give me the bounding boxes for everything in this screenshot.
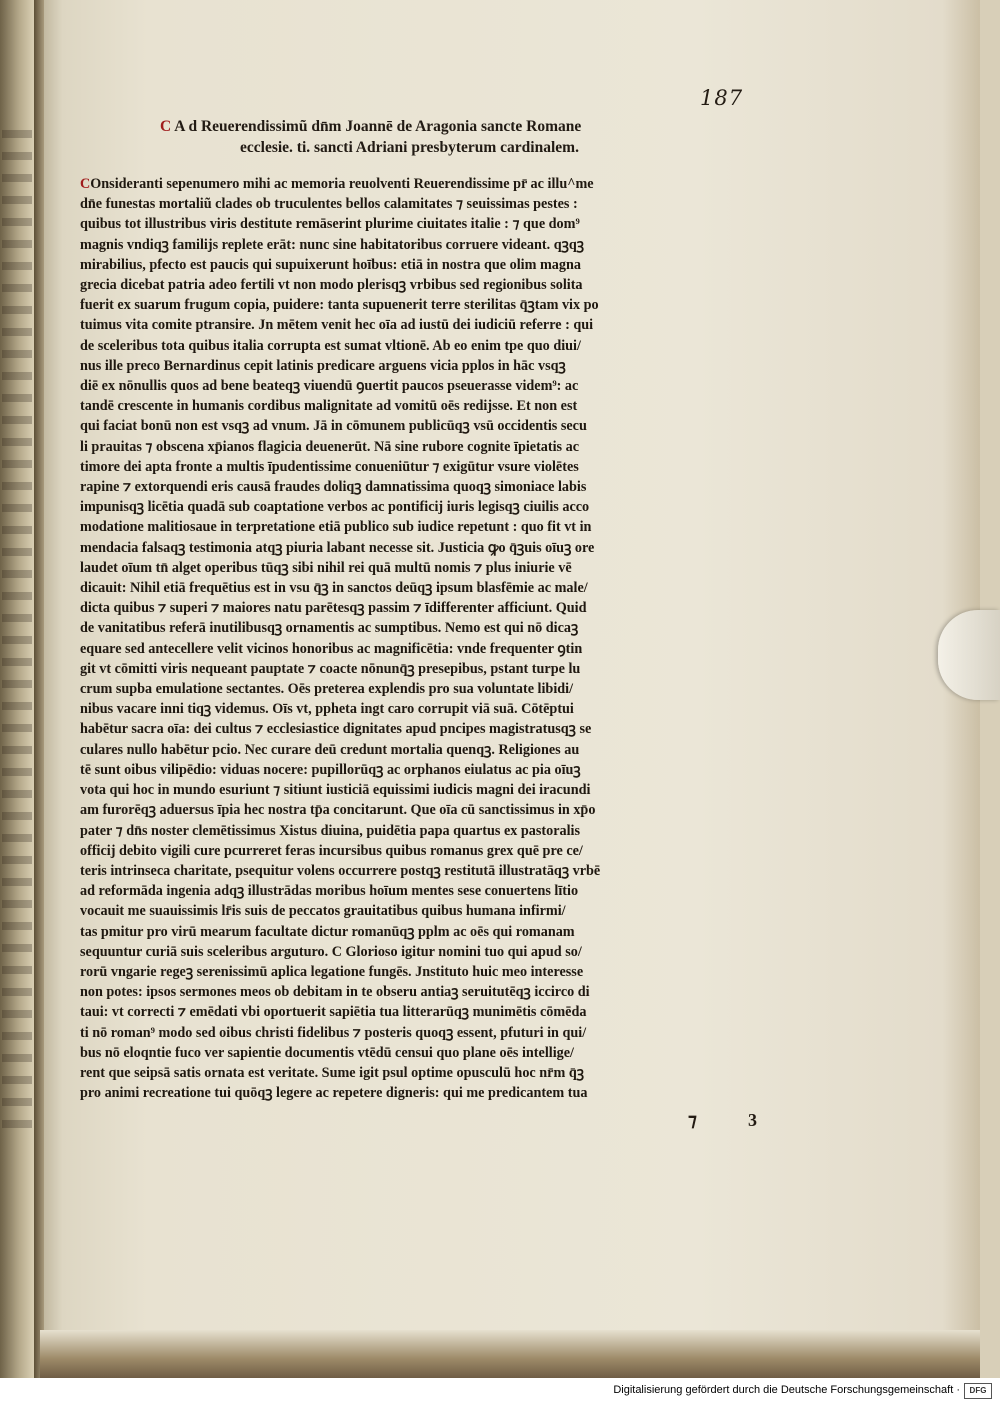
text-line: diē ex nōnullis quos ad bene beateqꝫ viuendū ꝯuertit paucos pseuerasse videm⁹: ac <box>80 378 579 395</box>
dedication-heading <box>160 116 800 158</box>
text-line: dicauit: Nihil etiā frequētius est in vsu q̄ꝫ in sanctos deūqꝫ ipsum blasfēmie ac male/ <box>80 580 588 597</box>
page-tab-marker <box>938 610 1000 700</box>
text-line: ti nō roman⁹ modo sed oibus christi fidelibus ⁊ posteris quoqꝫ essent, pfuturi in qui/ <box>80 1024 587 1041</box>
text-line: li prauitas ⁊ obscena xp̄ianos flagicia deuenerūt. Nā sine rubore cognite īpietatis ac <box>80 438 580 455</box>
heading-line-2: ecclesie. ti. sancti Adriani presbyterum cardinalem. <box>240 139 579 156</box>
text-line: non potes: ipsos sermones meos ob debitam in te obseru antiaꝫ seruitutēqꝫ iccirco di <box>80 984 590 1001</box>
text-line: crum supba emulatione sectantes. Oēs preterea explendis pro sua voluntate libidi/ <box>80 681 574 698</box>
text-line: nus ille preco Bernardinus cepit latinis predicare arguens vicia pplos in hāc vsqꝫ <box>80 357 566 374</box>
heading-line-1 <box>160 116 800 137</box>
footer-credit: Digitalisierung gefördert durch die Deutsche Forschungsgemeinschaft · <box>613 1384 960 1396</box>
text-line: nibus vacare inni tiqꝫ videmus. Oīs vt, ppheta ingt caro corrupit viā suā. Cōtēptui <box>80 701 574 718</box>
text-line: laudet oīum tn̄ alget operibus tūqꝫ sibi nihil rei quā multū nomis ⁊ plus iniurie vē <box>80 559 572 576</box>
text-line: fuerit ex suarum frugum copia, puidere: tanta supuenerit terre sterilitas q̄ꝫtam vix po <box>80 297 599 314</box>
text-line: tē sunt oibus vilipēdio: viduas nocere: pupillorūqꝫ ac orphanos eiulatus ac pia oīuꝫ <box>80 761 581 778</box>
text-line: pater ⁊ dn̄s noster clemētissimus Xistus diuina, puidētia papa quartus ex pastoralis <box>80 822 581 839</box>
text-line: git vt cōmitti viris nequeant pauptate ⁊ coacte nōnunq̄ꝫ presepibus, pstant turpe lu <box>80 660 581 677</box>
text-line: dicta quibus ⁊ superi ⁊ maiores natu parētesqꝫ passim ⁊ īdifferenter afficiunt. Quid <box>80 600 587 617</box>
previous-page-text-fragments <box>2 130 32 1130</box>
text-line: rent que seipsā satis ornata est veritate. Sume igit psul optime opusculū hoc nr̄m q̄ꝫ <box>80 1064 584 1081</box>
text-line: tandē crescente in humanis cordibus malignitate ad vomitū oēs redijsse. Et non est <box>80 398 578 415</box>
text-line: am furorēqꝫ aduersus īpia hec nostra tp̄a concitarunt. Que oīa cū sanctissimus in xp̄o <box>80 802 596 819</box>
text-line: impunisqꝫ licētia quadā sub coaptatione verbos ac pontificij iuris legisqꝫ ciuilis acco <box>80 499 590 516</box>
text-line: vota qui hoc in mundo esuriunt ⁊ sitiunt iusticiā equissimi iudicis magni dei iracundi <box>80 782 591 799</box>
text-line: officij debito vigili cure pcurreret feras incursibus quibus romanus grex quē pre ce/ <box>80 842 583 859</box>
text-line: qui faciat bonū non est vsqꝫ ad vnum. Jā in cōmunem publicūqꝫ vsū occidentis secu <box>80 418 587 435</box>
text-line: grecia dicebat patria adeo fertili vt non modo plerisqꝫ vrbibus sed regionibus solita <box>80 277 583 294</box>
text-line: bus nō eloqntie fuco ver sapientie documentis vtēdū censui quo plane oēs intellige/ <box>80 1044 574 1061</box>
text-line: ad reformāda ingenia adqꝫ illustrādas moribus hoīum mentes sese conuertens lītio <box>80 883 579 900</box>
body-text <box>80 174 780 1103</box>
dfg-logo: DFG <box>964 1383 992 1399</box>
text-line: pro animi recreatione tui quōqꝫ legere ac repetere digneris: qui me predicantem tua <box>80 1085 588 1102</box>
binding-edge <box>34 0 44 1378</box>
text-line: sequuntur curiā suis sceleribus arguturo. C Glorioso igitur nomini tuo qui apud so/ <box>80 943 582 960</box>
text-line: rapine ⁊ extorquendi eris causā fraudes doliqꝫ damnatissima quoqꝫ simoniace labis <box>80 479 587 496</box>
text-line: vocauit me suauissimis lr̄is suis de peccatos grauitatibus quibus humana infirmi/ <box>80 903 566 920</box>
text-line: modatione malitiosaue in terpretatione etiā publico sub iudice repetunt : quo fit vt in <box>80 519 592 536</box>
text-line: tas pmitur pro virū mearum facultate dictur romanūqꝫ pplm ac oēs qui romanam <box>80 923 575 940</box>
folio-number: 187 <box>700 86 744 110</box>
text-line: teris intrinseca charitate, psequitur volens occurrere postqꝫ restitutā illustratāqꝫ vrbē <box>80 862 601 879</box>
text-line: dn̄e funestas mortaliũ clades ob truculentes bellos calamitates ⁊ seuissimas pestes : <box>80 196 578 213</box>
text-line: mirabilius, pfecto est paucis qui supuixerunt hoībus: etiā in nostra que olim magna <box>80 256 581 273</box>
rubric-paragraph-mark: C <box>160 118 172 135</box>
text-line: habētur sacra oīa: dei cultus ⁊ ecclesiastice dignitates apud pncipes magistratusqꝫ se <box>80 721 592 738</box>
text-line: de vanitatibus referā inutilibusqꝫ ornamentis ac sumptibus. Nemo est qui nō dicaꝫ <box>80 620 579 637</box>
signature-mark-right: 3 <box>748 1110 757 1130</box>
text-line: mendacia falsaqꝫ testimonia atqꝫ piuria labant necesse sit. Justicia ꝙo q̄ꝫuis oīuꝫ ore <box>80 539 595 556</box>
rubric-initial: C <box>80 176 91 192</box>
text-line: culares nullo habētur pcio. Nec curare deū credunt mortalia quenqꝫ. Religiones au <box>80 741 580 758</box>
text-line-content: Onsideranti sepenumero mihi ac memoria reuolventi Reuerendissime pr̄ ac illu^me <box>90 176 594 192</box>
text-line: tuimus vita comite ptransire. Jn mētem venit hec oīa ad iustū dei iudiciū referre : qui <box>80 317 594 334</box>
text-line: magnis vndiqꝫ familijs replete erāt: nunc sine habitatoribus corruere videant. qꝫqꝫ <box>80 236 584 253</box>
text-line: quibus tot illustribus viris destitute remāserint plurime ciuitates italie : ⁊ que dom⁹ <box>80 216 580 233</box>
text-line: de sceleribus tota quibus italia corrupta est sumat vltionē. Ab eo enim tpe quo diui/ <box>80 337 581 354</box>
text-line: taui: vt correcti ⁊ emēdati vbi oportuerit sapiētia tua litterarūqꝫ munimētis cōmēda <box>80 1004 587 1021</box>
signature-mark-left: ⁊ <box>688 1110 697 1130</box>
bottom-binding-band <box>40 1330 980 1378</box>
text-line: timore dei apta fronte a multis īpudentissime conueniūtur ⁊ exigūtur vsure violētes <box>80 458 579 475</box>
heading-line-1-text: A d Reuerendissimũ dn̄m Joannē de Aragonia sancte Romane <box>174 118 582 135</box>
text-line: rorū vngarie regeꝫ serenissimū aplica legatione fungēs. Jnstituto huic meo interesse <box>80 963 584 980</box>
footer-bar <box>0 1378 1000 1404</box>
text-line <box>80 174 780 194</box>
text-line: equare sed antecellere velit vicinos honoribus ac magnificētia: vnde frequenter ꝯtin <box>80 640 583 657</box>
